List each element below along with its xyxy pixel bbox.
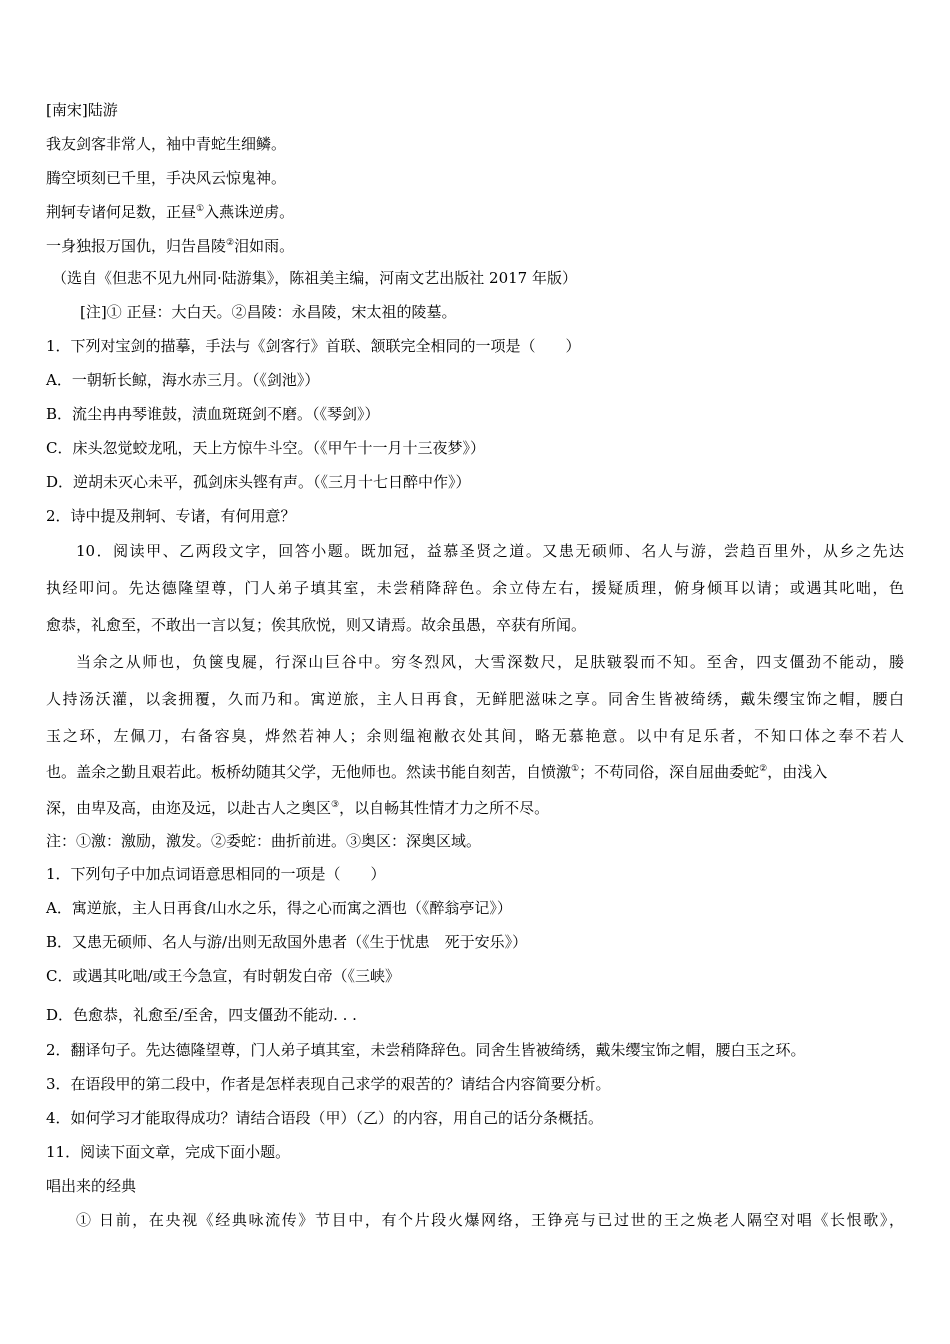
poem-line-1: 我友剑客非常人，袖中青蛇生细鳞。 (46, 135, 287, 153)
q10-option-c: C．或遇其叱咄/或王今急宣，有时朝发白帝（《三峡》 (46, 967, 401, 985)
q9-option-d: D．逆胡未灭心未平，孤剑床头铿有声。（《三月十七日醉中作》） (46, 473, 471, 491)
q10-question-3: 3．在语段甲的第二段中，作者是怎样表现自己求学的艰苦的？请结合内容简要分析。 (46, 1075, 611, 1093)
poem-note: [注]① 正昼：大白天。②昌陵：永昌陵，宋太祖的陵墓。 (80, 303, 457, 321)
q10-option-a: A．寓逆旅，主人日再食/山水之乐，得之心而寓之酒也（《醉翁亭记》） (46, 899, 512, 917)
q10-para2-line4: 也。盖余之勤且艰若此。板桥幼随其父学，无他师也。然读书能自刻苦，自愤激①；不苟同俗，深自屈曲委蛇②，由浅入 (46, 763, 828, 781)
q10-question-1: 1．下列句子中加点词语意思相同的一项是（ ） (46, 865, 386, 883)
poem-source: （选自《但悲不见九州同·陆游集》，陈祖美主编，河南文艺出版社 2017 年版） (52, 269, 577, 287)
q10-para1-line1: 10．阅读甲、乙两段文字，回答小题。既加冠，益慕圣贤之道。又患无硕师、名人与游，尝趋百里外，从乡之先达 (76, 542, 904, 560)
q10-para2-line3: 玉之环，左佩刀，右备容臭，烨然若神人；余则缊袍敝衣处其间，略无慕艳意。以中有足乐者，不知口体之奉不若人 (46, 727, 904, 745)
footnote-marker-2: ② (226, 238, 235, 248)
q9-option-b: B．流尘冉冉琴谁鼓，渍血斑斑剑不磨。（《琴剑》） (46, 405, 380, 423)
q10-para2-line1: 当余之从师也，负箧曳屣，行深山巨谷中。穷冬烈风，大雪深数尺，足肤皲裂而不知。至舍，四支僵劲不能动，媵 (76, 653, 904, 671)
q10-para2-line2: 人持汤沃灌，以衾拥覆，久而乃和。寓逆旅，主人日再食，无鲜肥滋味之享。同舍生皆被绮绣，戴朱缨宝饰之帽，腰白 (46, 690, 904, 708)
poem-author: [南宋]陆游 (46, 101, 118, 119)
article-title: 唱出来的经典 (46, 1177, 137, 1195)
q10-notes: 注：①激：激励，激发。②委蛇：曲折前进。③奥区：深奥区域。 (46, 832, 482, 850)
article-para-1: ① 日前，在央视《经典咏流传》节目中，有个片段火爆网络，王铮亮与已过世的王之焕老人隔空对唱《长恨歌》， (76, 1211, 904, 1229)
q10-question-2: 2．翻译句子。先达德隆望尊，门人弟子填其室，未尝稍降辞色。同舍生皆被绮绣，戴朱缨宝饰之帽，腰白玉之环。 (46, 1041, 806, 1059)
q10-para2-line5: 深，由卑及高，由迩及远，以赴古人之奥区③，以自畅其性情才力之所不尽。 (46, 799, 550, 817)
poem-line-4: 一身独报万国仇，归告昌陵②泪如雨。 (46, 237, 295, 255)
q10-option-b: B．又患无硕师、名人与游/出则无敌国外患者（《生于忧患 死于安乐》） (46, 933, 528, 951)
footnote-marker-3: ③ (331, 800, 340, 810)
poem-line-3: 荆轲专诸何足数，正昼①入燕诛逆虏。 (46, 203, 295, 221)
footnote-marker-2: ② (759, 764, 768, 774)
poem-line-2: 腾空顷刻已千里，手决风云惊鬼神。 (46, 169, 287, 187)
q10-para1-line3: 愈恭，礼愈至，不敢出一言以复；俟其欣悦，则又请焉。故余虽愚，卒获有所闻。 (46, 616, 587, 634)
q9-question-2: 2．诗中提及荆轲、专诸，有何用意？ (46, 507, 296, 525)
q10-option-d: D．色愈恭，礼愈至/至舍，四支僵劲不能动. . . (46, 1006, 357, 1024)
q10-para1-line2: 执经叩问。先达德隆望尊，门人弟子填其室，未尝稍降辞色。余立侍左右，援疑质理，俯身倾耳以请；或遇其叱咄，色 (46, 579, 904, 597)
q9-option-c: C．床头忽觉蛟龙吼，天上方惊牛斗空。（《甲午十一月十三夜梦》） (46, 439, 485, 457)
footnote-marker-1: ① (196, 204, 205, 214)
q11-intro: 11．阅读下面文章，完成下面小题。 (46, 1143, 291, 1161)
q10-question-4: 4．如何学习才能取得成功？请结合语段（甲）（乙）的内容，用自己的话分条概括。 (46, 1109, 604, 1127)
footnote-marker-1: ① (571, 764, 580, 774)
q9-option-a: A．一朝斩长鲸，海水赤三月。（《剑池》） (46, 371, 320, 389)
q9-question-1: 1．下列对宝剑的描摹，手法与《剑客行》首联、颔联完全相同的一项是（ ） (46, 337, 581, 355)
